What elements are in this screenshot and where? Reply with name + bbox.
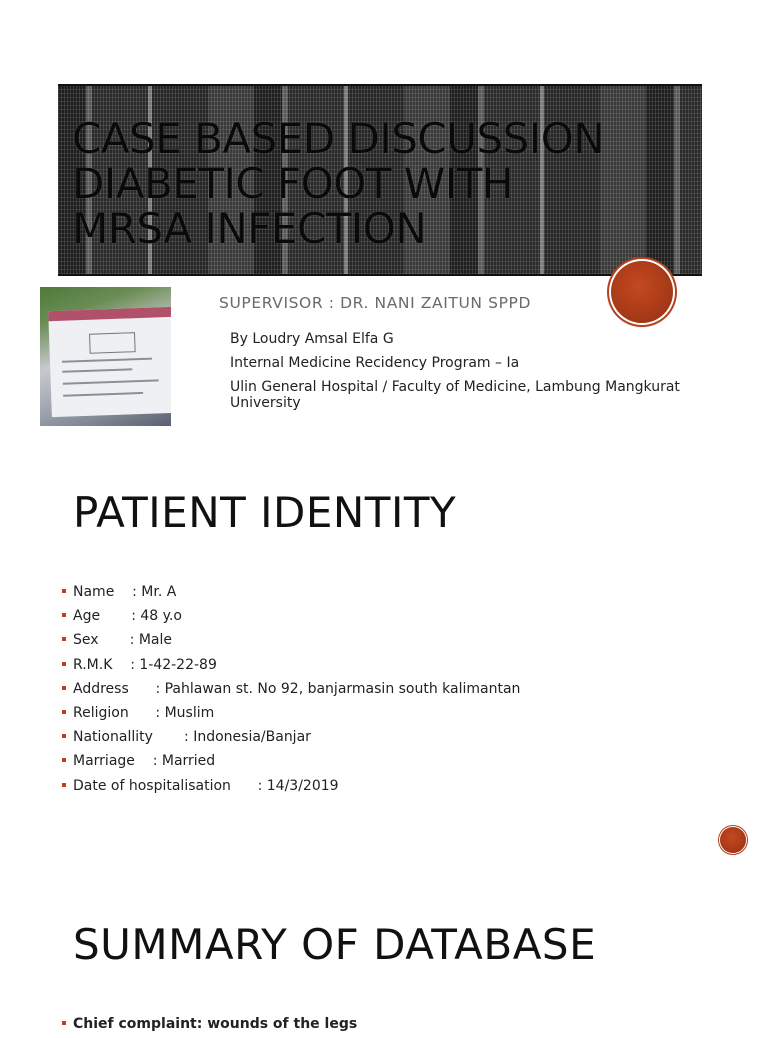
title-line: CASE BASED DISCUSSION [72,114,605,163]
list-item: Name : Mr. A [62,582,520,606]
identity-list [62,582,520,800]
list-item: Chief complaint: wounds of the legs [62,1014,357,1038]
decorative-circle [720,827,746,853]
title-line: DIABETIC FOOT WITH [72,159,513,208]
list-item: Nationallity : Indonesia/Banjar [62,727,520,751]
supervisor-line: SUPERVISOR : DR. NANI ZAITUN SPPD [219,294,531,312]
list-item: Date of hospitalisation : 14/3/2019 [62,776,520,800]
presenter-info [230,331,730,419]
slide-title-text: SUMMARY OF DATABASE [73,920,597,969]
list-item: Sex : Male [62,630,520,654]
presenter-line: By Loudry Amsal Elfa G [230,331,394,347]
presenter-line: Ulin General Hospital / Faculty of Medicine, Lambung Mangkurat University [230,379,680,411]
presentation-title [72,116,692,251]
slide-title [0,0,768,460]
list-item: Marriage : Married [62,751,520,775]
title-line: MRSA INFECTION [72,204,427,253]
summary-list [62,1014,357,1038]
list-item: Address : Pahlawan st. No 92, banjarmasin south kalimantan [62,679,520,703]
slide-summary-of-database [0,878,768,1032]
decorative-circle [611,261,673,323]
presenter-line: Internal Medicine Recidency Program – Ia [230,355,520,371]
title-banner [58,84,702,276]
paper-sheet [48,307,171,417]
list-item: Religion : Muslim [62,703,520,727]
slide-title-text: PATIENT IDENTITY [73,488,457,537]
document-photo [40,287,171,426]
list-item: R.M.K : 1-42-22-89 [62,655,520,679]
slide-patient-identity [0,460,768,878]
list-item: Age : 48 y.o [62,606,520,630]
